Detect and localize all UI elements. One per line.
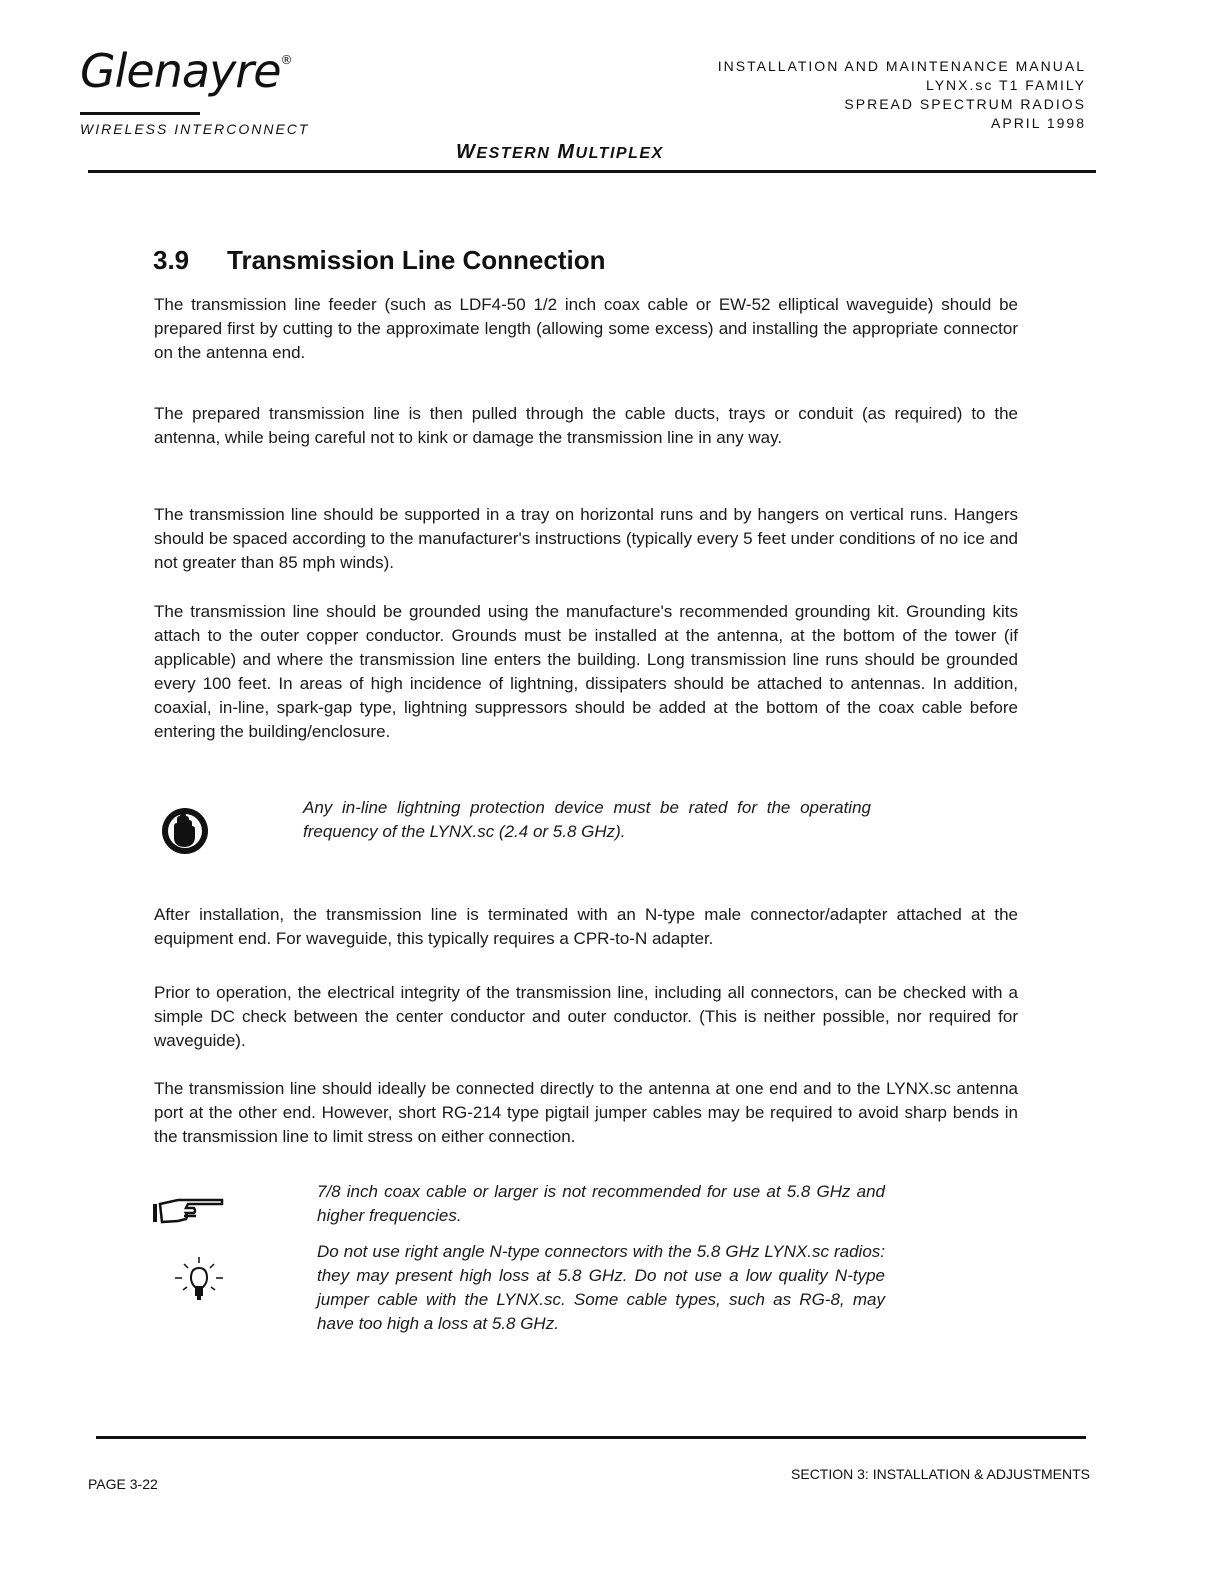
company-name: WESTERN MULTIPLEX: [456, 141, 664, 163]
logo-tagline: WIRELESS INTERCONNECT: [80, 121, 310, 137]
manual-subtitle-line: SPREAD SPECTRUM RADIOS: [844, 96, 1086, 112]
paragraph-feeder-prep: The transmission line feeder (such as LDF4-50 1/2 inch coax cable or EW-52 elliptical waveguide) should be prepared first by cutting to the approximate length (allowing some excess) and installing the appropriate connector on the antenna end.: [154, 295, 1018, 362]
paragraph-pulling: The prepared transmission line is then pulled through the cable ducts, trays or conduit (as required) to the antenna, while being careful not to kink or damage the transmission line in any way.: [154, 404, 1018, 447]
note-coax-size: 7/8 inch coax cable or larger is not recommended for use at 5.8 GHz and higher frequencies.: [317, 1182, 885, 1225]
paragraph-grounding: The transmission line should be grounded using the manufacture's recommended grounding kit. Grounding kits attach to the outer copper conductor. Grounds must be installed at the antenna, at the bottom of the tower (if applicable) and where the transmission line enters the building. Long transmission line runs should be grounded every 100 feet. In areas of high incidence of lightning, dissipaters should be attached to antennas. In addition, coaxial, in-line, spark-gap type, lightning suppressors should be added at the bottom of the coax cable before entering the building/enclosure.: [154, 602, 1018, 741]
page-number: PAGE 3-22: [88, 1476, 158, 1492]
footer-divider: [96, 1436, 1086, 1439]
header-divider: [88, 170, 1096, 173]
paragraph-direct-connection: The transmission line should ideally be connected directly to the antenna at one end and to the LYNX.sc antenna port at the other end. However, short RG-214 type pigtail jumper cables may be required to avoid sharp bends in the transmission line to limit stress on either connection.: [154, 1079, 1018, 1146]
paragraph-support: The transmission line should be supported in a tray on horizontal runs and by hangers on vertical runs. Hangers should be spaced according to the manufacturer's instructions (typically every 5 feet under conditions of no ice and not greater than 85 mph winds).: [154, 505, 1018, 572]
section-title: Transmission Line Connection: [227, 245, 606, 275]
manual-title-line: INSTALLATION AND MAINTENANCE MANUAL: [717, 58, 1086, 74]
footer-section-name: SECTION 3: INSTALLATION & ADJUSTMENTS: [791, 1466, 1090, 1482]
manual-title-block: [718, 57, 1086, 133]
note-lightning-rating: Any in-line lightning protection device must be rated for the operating frequency of the LYNX.sc (2.4 or 5.8 GHz).: [303, 798, 871, 841]
logo-underline: [80, 112, 200, 115]
lightbulb-icon: [170, 1256, 228, 1309]
section-heading: [153, 245, 606, 276]
manual-date-line: APRIL 1998: [991, 115, 1086, 131]
paragraph-dc-check: Prior to operation, the electrical integrity of the transmission line, including all connectors, can be checked with a simple DC check between the center conductor and outer conductor. (This is neither possible, nor required for waveguide).: [154, 983, 1018, 1050]
stop-hand-icon: [160, 806, 210, 861]
registered-mark: ®: [280, 53, 292, 67]
logo-text: Glenayre: [80, 44, 281, 98]
pointing-hand-icon: [150, 1192, 226, 1233]
glenayre-logo: [80, 44, 292, 98]
section-number: 3.9: [153, 245, 190, 275]
manual-product-line: LYNX.sc T1 FAMILY: [925, 77, 1086, 93]
note-connector-advice: Do not use right angle N-type connectors with the 5.8 GHz LYNX.sc radios: they may present high loss at 5.8 GHz. Do not use a low quality N-type jumper cable with the LYNX.sc. Some cable types, such as RG-8, may have too high a loss at 5.8 GHz.: [317, 1242, 885, 1333]
paragraph-termination: After installation, the transmission line is terminated with an N-type male connector/adapter attached at the equipment end. For waveguide, this typically requires a CPR-to-N adapter.: [154, 905, 1018, 948]
